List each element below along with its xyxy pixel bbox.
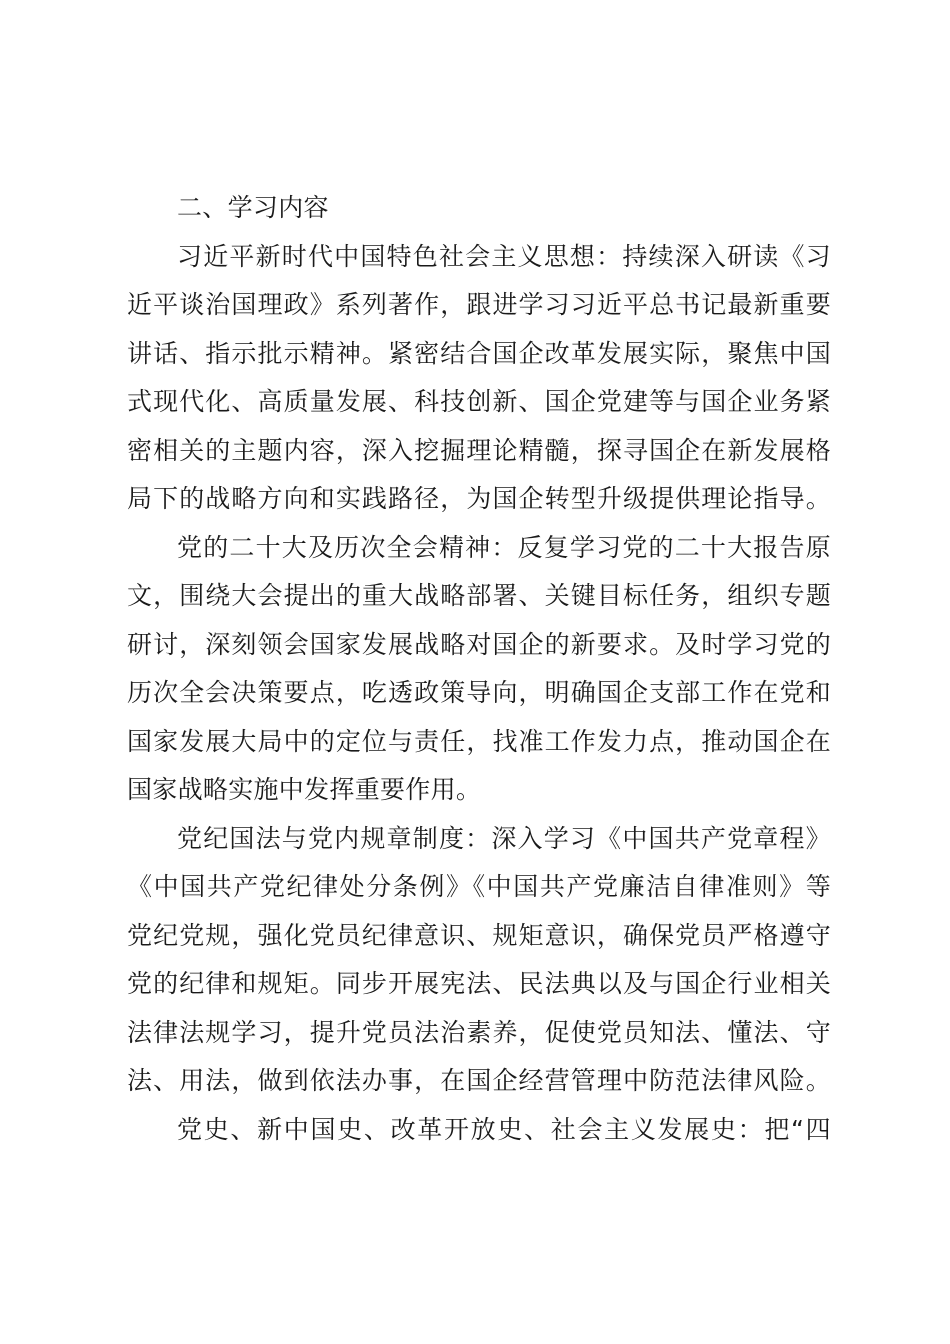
paragraph-line: 局下的战略方向和实践路径，为国企转型升级提供理论指导。 bbox=[127, 484, 831, 513]
paragraph-line: 历次全会决策要点，吃透政策导向，明确国企支部工作在党和 bbox=[127, 678, 831, 707]
paragraph-line: 文，围绕大会提出的重大战略部署、关键目标任务，组织专题 bbox=[127, 581, 831, 610]
paragraph-four-histories bbox=[127, 1106, 831, 1155]
paragraph-party-discipline bbox=[127, 815, 831, 1106]
paragraph-xi-thought bbox=[127, 233, 831, 524]
paragraph-line: 习近平新时代中国特色社会主义思想：持续深入研读《习 bbox=[177, 241, 831, 271]
paragraph-line: 式现代化、高质量发展、科技创新、国企党建等与国企业务紧 bbox=[127, 387, 831, 416]
paragraph-line: 国家战略实施中发挥重要作用。 bbox=[127, 775, 482, 804]
paragraph-line: 党史、新中国史、改革开放史、社会主义发展史：把“四 bbox=[177, 1114, 831, 1144]
paragraph-line: 《中国共产党纪律处分条例》《中国共产党廉洁自律准则》等 bbox=[127, 872, 831, 901]
paragraph-line: 研讨，深刻领会国家发展战略对国企的新要求。及时学习党的 bbox=[127, 629, 831, 659]
paragraph-line: 党纪党规，强化党员纪律意识、规矩意识，确保党员严格遵守 bbox=[127, 920, 831, 950]
paragraph-line: 近平谈治国理政》系列著作，跟进学习习近平总书记最新重要 bbox=[127, 290, 831, 319]
document-body bbox=[127, 184, 831, 1154]
paragraph-line: 党的二十大及历次全会精神：反复学习党的二十大报告原 bbox=[177, 532, 831, 562]
paragraph-line: 党的纪律和规矩。同步开展宪法、民法典以及与国企行业相关 bbox=[127, 969, 831, 998]
paragraph-line: 法律法规学习，提升党员法治素养，促使党员知法、懂法、守 bbox=[127, 1017, 831, 1047]
paragraph-line: 密相关的主题内容，深入挖掘理论精髓，探寻国企在新发展格 bbox=[127, 435, 831, 465]
paragraph-line: 国家发展大局中的定位与责任，找准工作发力点，推动国企在 bbox=[127, 726, 831, 756]
paragraph-line: 党纪国法与党内规章制度：深入学习《中国共产党章程》 bbox=[177, 823, 831, 853]
paragraph-line: 讲话、指示批示精神。紧密结合国企改革发展实际，聚焦中国 bbox=[127, 338, 831, 368]
section-heading: 二、学习内容 bbox=[177, 193, 329, 222]
paragraph-line: 法、用法，做到依法办事，在国企经营管理中防范法律风险。 bbox=[127, 1066, 831, 1095]
paragraph-party-congress bbox=[127, 524, 831, 815]
